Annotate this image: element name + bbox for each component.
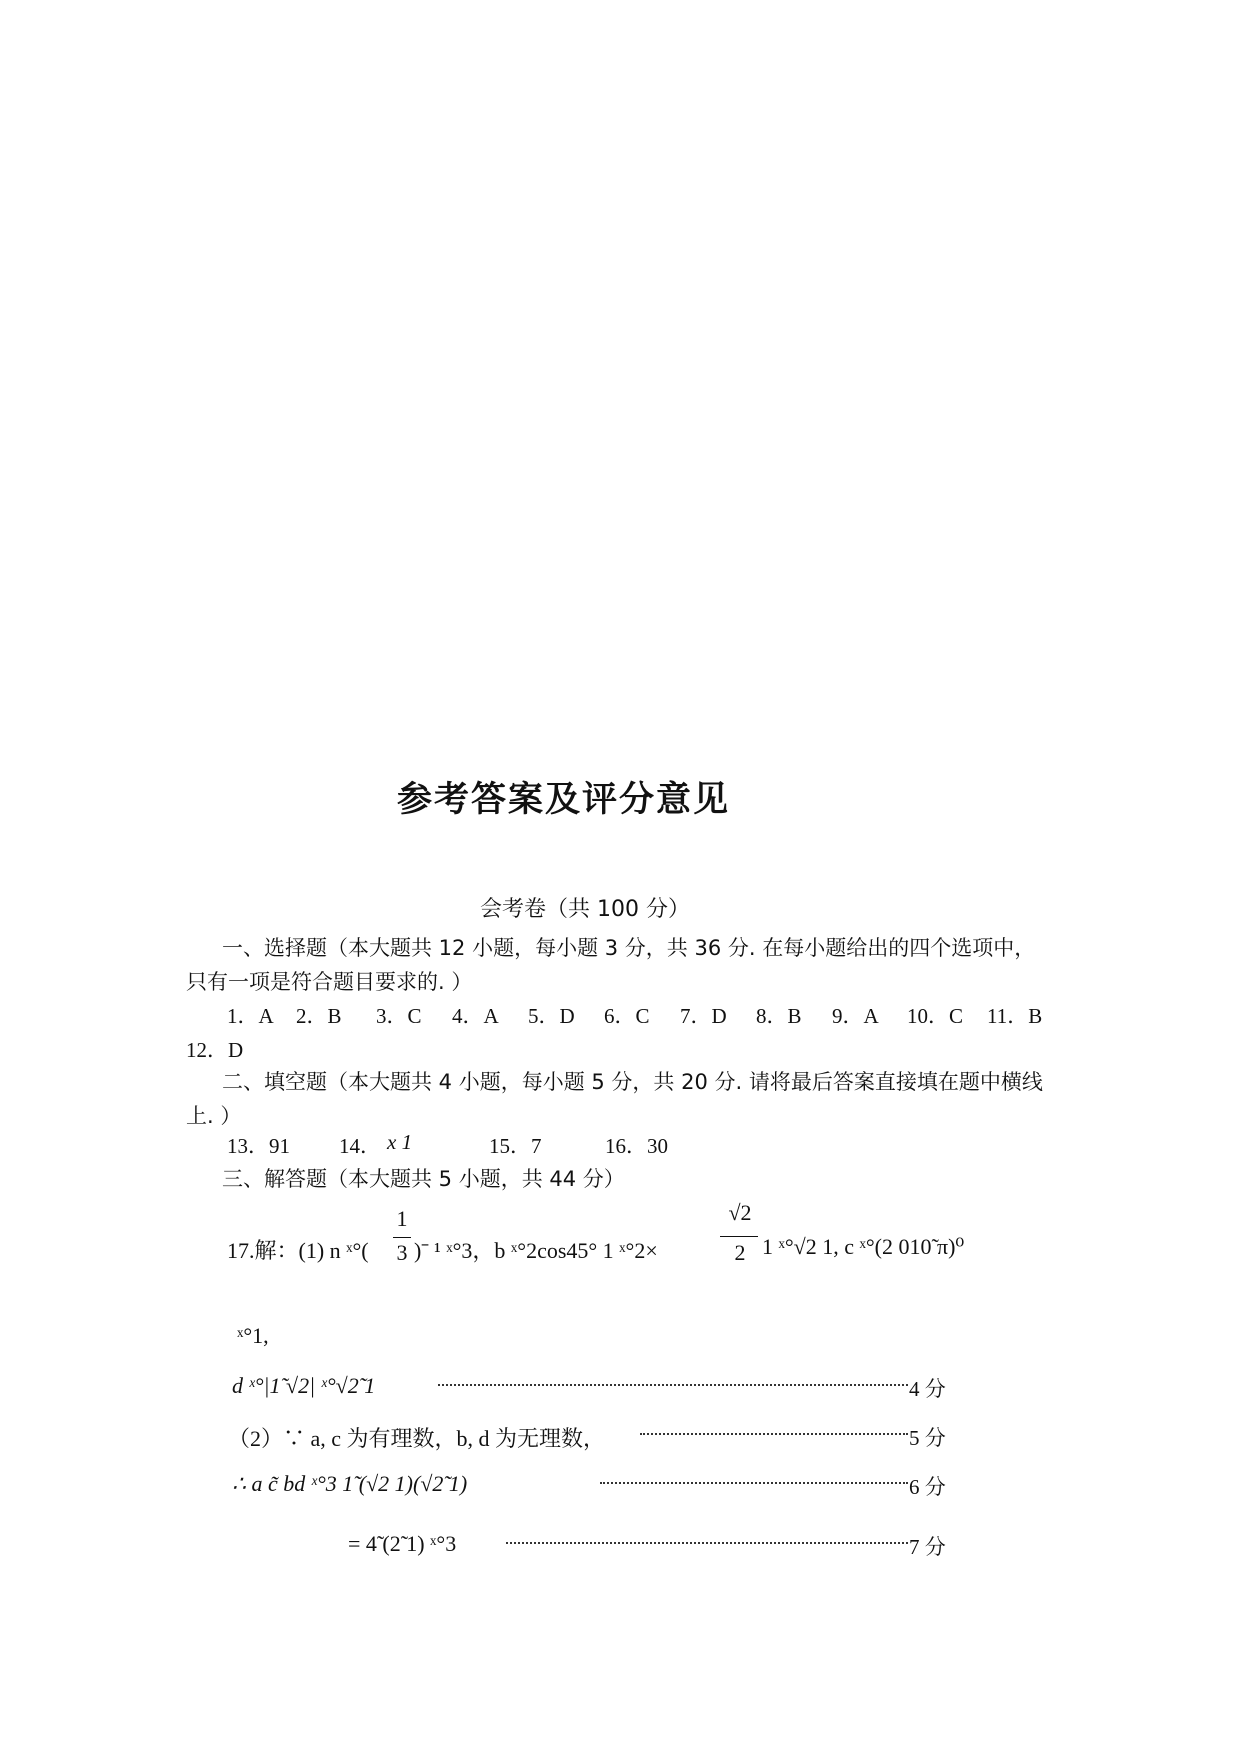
answer-item: 1．A <box>227 1004 274 1028</box>
section2-heading-line1: 二、填空题（本大题共 4 小题，每小题 5 分，共 20 分. 请将最后答案直接填在题中横线 <box>222 1070 1043 1094</box>
answer-item: 7．D <box>680 1004 727 1028</box>
leader-dots <box>438 1384 908 1386</box>
section3-heading: 三、解答题（本大题共 5 小题，共 44 分） <box>222 1167 625 1191</box>
q17-fraction2-numerator: √2 <box>728 1200 752 1225</box>
q17-line3: d ˣ°|1̃ √2| ˣ°√2̃ 1 <box>232 1373 376 1398</box>
answer-item: 3．C <box>376 1004 422 1028</box>
section2-heading-line2: 上. ） <box>186 1104 242 1128</box>
answer-item: 8．B <box>756 1004 802 1028</box>
answer-item: 15．7 <box>489 1134 542 1158</box>
q17-line1-middle: )ˉ ¹ ˣ°3，b ˣ°2cos45° 1 ˣ°2× <box>414 1238 658 1263</box>
q17-fraction2-bar <box>720 1236 758 1237</box>
answer-item: 14． <box>339 1134 381 1158</box>
q17-line4: （2）∵ a, c 为有理数，b, d 为无理数， <box>228 1426 606 1451</box>
answer-item: 5．D <box>528 1004 575 1028</box>
q17-fraction2-denominator: 2 <box>734 1240 746 1265</box>
q17-line6: = 4̃ (2̃ 1) ˣ°3 <box>348 1531 457 1556</box>
answer-item: 4．A <box>452 1004 499 1028</box>
answer-item: 10．C <box>907 1004 964 1028</box>
leader-dots <box>506 1542 908 1544</box>
section1-answers <box>227 1000 1047 1030</box>
answer-item: 6．C <box>604 1004 650 1028</box>
q17-fraction-numerator: 1 <box>396 1206 408 1231</box>
answer-item: 11．B <box>987 1004 1043 1028</box>
section2-answers <box>227 1130 747 1160</box>
q17-line2: ˣ°1, <box>237 1323 269 1348</box>
answer-14-expression: x 1 <box>387 1130 413 1154</box>
answer-item: 2．B <box>296 1004 342 1028</box>
section1-heading-line1: 一、选择题（本大题共 12 小题，每小题 3 分，共 36 分. 在每小题给出的四个选项中， <box>222 936 1036 960</box>
exam-subtitle: 会考卷（共 100 分） <box>480 897 690 922</box>
score-label: 7 分 <box>909 1535 946 1559</box>
q17-line5: ∴ a c̃ bd ˣ°3 1̃ (√2 1)(√2̃ 1) <box>232 1471 468 1496</box>
score-label: 5 分 <box>909 1426 946 1450</box>
answer-item: 16．30 <box>605 1134 668 1158</box>
score-label: 4 分 <box>909 1377 946 1401</box>
answer-item-12: 12．D <box>186 1038 244 1062</box>
q17-fraction-bar <box>393 1237 411 1238</box>
answer-item: 13．91 <box>227 1134 290 1158</box>
q17-fraction-denominator: 3 <box>396 1240 408 1265</box>
leader-dots <box>600 1482 908 1484</box>
page-title: 参考答案及评分意见 <box>397 780 731 820</box>
section1-heading-line2: 只有一项是符合题目要求的. ） <box>186 970 473 994</box>
leader-dots <box>640 1433 908 1435</box>
q17-line1-start: 17.解：(1) n ˣ°( <box>227 1238 369 1263</box>
q17-line1-end: 1 ˣ°√2 1, c ˣ°(2 010̃ π)⁰ <box>762 1234 965 1259</box>
score-label: 6 分 <box>909 1475 946 1499</box>
answer-item: 9．A <box>832 1004 879 1028</box>
